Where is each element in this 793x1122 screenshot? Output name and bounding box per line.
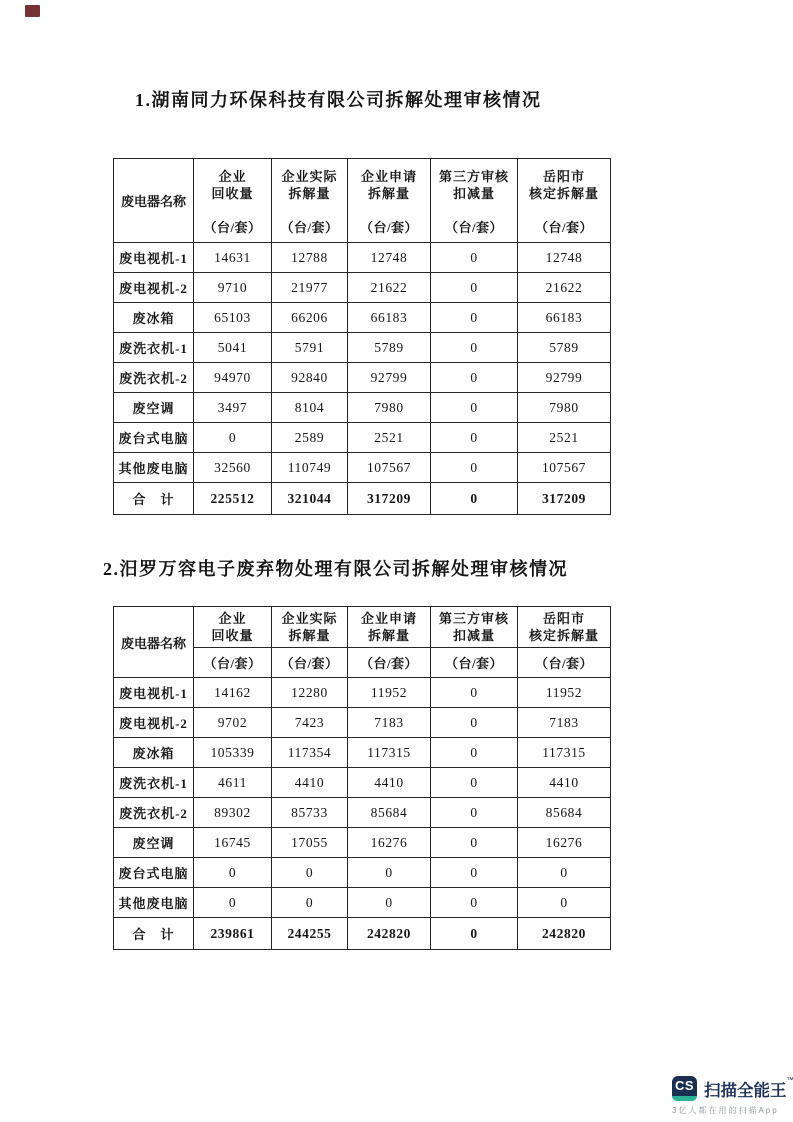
cs-badge-letters: CS xyxy=(674,1078,695,1093)
header-title-row xyxy=(114,607,611,648)
value-cell: 7183 xyxy=(518,708,611,738)
audit-table-2 xyxy=(113,606,611,950)
column-header: 企业实际 拆解量 xyxy=(272,607,348,648)
column-header: 企业申请 拆解量 xyxy=(348,607,431,648)
value-cell: 85684 xyxy=(348,798,431,828)
value-cell: 0 xyxy=(272,888,348,918)
value-cell: 85733 xyxy=(272,798,348,828)
value-cell: 0 xyxy=(431,828,518,858)
value-cell: 242820 xyxy=(348,918,431,950)
total-row xyxy=(114,918,611,950)
value-cell: 0 xyxy=(194,858,272,888)
value-cell: 4611 xyxy=(194,768,272,798)
table-row xyxy=(114,393,611,423)
value-cell: 66183 xyxy=(518,303,611,333)
value-cell: 0 xyxy=(518,888,611,918)
value-cell: 0 xyxy=(348,888,431,918)
value-cell: 14631 xyxy=(194,243,272,273)
value-cell: 0 xyxy=(431,453,518,483)
value-cell: 0 xyxy=(431,918,518,950)
app-name-text: 扫描全能王 xyxy=(704,1081,787,1100)
value-cell: 0 xyxy=(348,858,431,888)
value-cell: 9710 xyxy=(194,273,272,303)
value-cell: 7980 xyxy=(518,393,611,423)
unit-cell: （台/套） xyxy=(194,648,272,678)
value-cell: 117354 xyxy=(272,738,348,768)
unit-cell: （台/套） xyxy=(518,648,611,678)
device-name-cell: 合 计 xyxy=(114,918,194,950)
value-cell: 7423 xyxy=(272,708,348,738)
device-name-cell: 合 计 xyxy=(114,483,194,515)
value-cell: 317209 xyxy=(518,483,611,515)
device-name-cell: 废冰箱 xyxy=(114,303,194,333)
column-header-device-name: 废电器名称 xyxy=(114,159,194,243)
unit-cell: （台/套） xyxy=(431,648,518,678)
value-cell: 12748 xyxy=(348,243,431,273)
value-cell: 21977 xyxy=(272,273,348,303)
device-name-cell: 其他废电脑 xyxy=(114,453,194,483)
camscanner-logo-icon xyxy=(672,1076,697,1101)
value-cell: 2521 xyxy=(518,423,611,453)
value-cell: 0 xyxy=(194,888,272,918)
value-cell: 32560 xyxy=(194,453,272,483)
value-cell: 21622 xyxy=(518,273,611,303)
value-cell: 0 xyxy=(431,423,518,453)
device-name-cell: 废洗衣机-1 xyxy=(114,333,194,363)
value-cell: 11952 xyxy=(518,678,611,708)
value-cell: 4410 xyxy=(272,768,348,798)
value-cell: 0 xyxy=(431,333,518,363)
value-cell: 0 xyxy=(431,243,518,273)
value-cell: 0 xyxy=(431,483,518,515)
value-cell: 66206 xyxy=(272,303,348,333)
value-cell: 12748 xyxy=(518,243,611,273)
unit-cell: （台/套） xyxy=(348,648,431,678)
value-cell: 107567 xyxy=(348,453,431,483)
device-name-cell: 废空调 xyxy=(114,393,194,423)
value-cell: 16276 xyxy=(348,828,431,858)
section-2-title: 2.汨罗万容电子废弃物处理有限公司拆解处理审核情况 xyxy=(103,559,568,579)
value-cell: 105339 xyxy=(194,738,272,768)
value-cell: 14162 xyxy=(194,678,272,708)
table-row xyxy=(114,303,611,333)
table-1-header xyxy=(114,159,611,243)
value-cell: 117315 xyxy=(518,738,611,768)
device-name-cell: 废空调 xyxy=(114,828,194,858)
table-row xyxy=(114,798,611,828)
value-cell: 92799 xyxy=(348,363,431,393)
value-cell: 0 xyxy=(518,858,611,888)
value-cell: 16276 xyxy=(518,828,611,858)
value-cell: 4410 xyxy=(348,768,431,798)
value-cell: 16745 xyxy=(194,828,272,858)
value-cell: 66183 xyxy=(348,303,431,333)
table-row xyxy=(114,858,611,888)
value-cell: 225512 xyxy=(194,483,272,515)
device-name-cell: 其他废电脑 xyxy=(114,888,194,918)
value-cell: 92799 xyxy=(518,363,611,393)
total-row xyxy=(114,483,611,515)
audit-table-1 xyxy=(113,158,611,515)
value-cell: 0 xyxy=(431,888,518,918)
header-title-row xyxy=(114,159,611,211)
column-header: 企业实际 拆解量 xyxy=(272,159,348,211)
table-row xyxy=(114,738,611,768)
value-cell: 7183 xyxy=(348,708,431,738)
cs-badge-strip xyxy=(672,1096,697,1101)
table-row xyxy=(114,243,611,273)
value-cell: 8104 xyxy=(272,393,348,423)
value-cell: 17055 xyxy=(272,828,348,858)
column-header: 企业 回收量 xyxy=(194,607,272,648)
value-cell: 110749 xyxy=(272,453,348,483)
value-cell: 0 xyxy=(431,363,518,393)
table-row xyxy=(114,888,611,918)
value-cell: 2521 xyxy=(348,423,431,453)
value-cell: 244255 xyxy=(272,918,348,950)
column-header: 岳阳市 核定拆解量 xyxy=(518,607,611,648)
device-name-cell: 废电视机-1 xyxy=(114,678,194,708)
table-row xyxy=(114,768,611,798)
value-cell: 242820 xyxy=(518,918,611,950)
table-1-body xyxy=(114,243,611,515)
value-cell: 0 xyxy=(431,738,518,768)
camscanner-logo-row xyxy=(672,1076,793,1101)
table-row xyxy=(114,678,611,708)
value-cell: 5789 xyxy=(518,333,611,363)
device-name-cell: 废洗衣机-1 xyxy=(114,768,194,798)
unit-cell: （台/套） xyxy=(348,211,431,243)
value-cell: 0 xyxy=(431,768,518,798)
value-cell: 5791 xyxy=(272,333,348,363)
value-cell: 89302 xyxy=(194,798,272,828)
value-cell: 7980 xyxy=(348,393,431,423)
column-header-device-name: 废电器名称 xyxy=(114,607,194,678)
device-name-cell: 废洗衣机-2 xyxy=(114,798,194,828)
value-cell: 317209 xyxy=(348,483,431,515)
device-name-cell: 废洗衣机-2 xyxy=(114,363,194,393)
value-cell: 0 xyxy=(431,858,518,888)
value-cell: 0 xyxy=(431,708,518,738)
device-name-cell: 废电视机-2 xyxy=(114,273,194,303)
value-cell: 85684 xyxy=(518,798,611,828)
value-cell: 239861 xyxy=(194,918,272,950)
table-row xyxy=(114,273,611,303)
value-cell: 9702 xyxy=(194,708,272,738)
camscanner-watermark xyxy=(672,1076,793,1116)
column-header: 企业申请 拆解量 xyxy=(348,159,431,211)
value-cell: 12788 xyxy=(272,243,348,273)
table-2-body xyxy=(114,678,611,950)
device-name-cell: 废电视机-1 xyxy=(114,243,194,273)
column-header: 企业 回收量 xyxy=(194,159,272,211)
value-cell: 0 xyxy=(431,273,518,303)
value-cell: 107567 xyxy=(518,453,611,483)
value-cell: 12280 xyxy=(272,678,348,708)
camscanner-app-name xyxy=(704,1077,793,1101)
value-cell: 92840 xyxy=(272,363,348,393)
value-cell: 4410 xyxy=(518,768,611,798)
trademark-symbol: ™ xyxy=(786,1076,793,1084)
value-cell: 5789 xyxy=(348,333,431,363)
table-row xyxy=(114,333,611,363)
value-cell: 2589 xyxy=(272,423,348,453)
section-1-title: 1.湖南同力环保科技有限公司拆解处理审核情况 xyxy=(135,90,542,110)
value-cell: 5041 xyxy=(194,333,272,363)
unit-cell: （台/套） xyxy=(431,211,518,243)
unit-cell: （台/套） xyxy=(518,211,611,243)
unit-cell: （台/套） xyxy=(272,211,348,243)
table-row xyxy=(114,453,611,483)
value-cell: 94970 xyxy=(194,363,272,393)
table-row xyxy=(114,363,611,393)
column-header: 第三方审核 扣减量 xyxy=(431,607,518,648)
device-name-cell: 废电视机-2 xyxy=(114,708,194,738)
scan-corner-artifact xyxy=(25,5,40,17)
value-cell: 0 xyxy=(431,678,518,708)
value-cell: 65103 xyxy=(194,303,272,333)
device-name-cell: 废台式电脑 xyxy=(114,423,194,453)
value-cell: 0 xyxy=(272,858,348,888)
table-2-header xyxy=(114,607,611,678)
unit-cell: （台/套） xyxy=(272,648,348,678)
column-header: 岳阳市 核定拆解量 xyxy=(518,159,611,211)
unit-cell: （台/套） xyxy=(194,211,272,243)
device-name-cell: 废冰箱 xyxy=(114,738,194,768)
table-row xyxy=(114,828,611,858)
device-name-cell: 废台式电脑 xyxy=(114,858,194,888)
table-row xyxy=(114,708,611,738)
value-cell: 0 xyxy=(194,423,272,453)
column-header: 第三方审核 扣减量 xyxy=(431,159,518,211)
value-cell: 0 xyxy=(431,798,518,828)
value-cell: 321044 xyxy=(272,483,348,515)
value-cell: 0 xyxy=(431,393,518,423)
table-row xyxy=(114,423,611,453)
value-cell: 0 xyxy=(431,303,518,333)
value-cell: 117315 xyxy=(348,738,431,768)
value-cell: 3497 xyxy=(194,393,272,423)
camscanner-tagline: 3亿人都在用的扫描App xyxy=(672,1106,779,1115)
value-cell: 21622 xyxy=(348,273,431,303)
value-cell: 11952 xyxy=(348,678,431,708)
